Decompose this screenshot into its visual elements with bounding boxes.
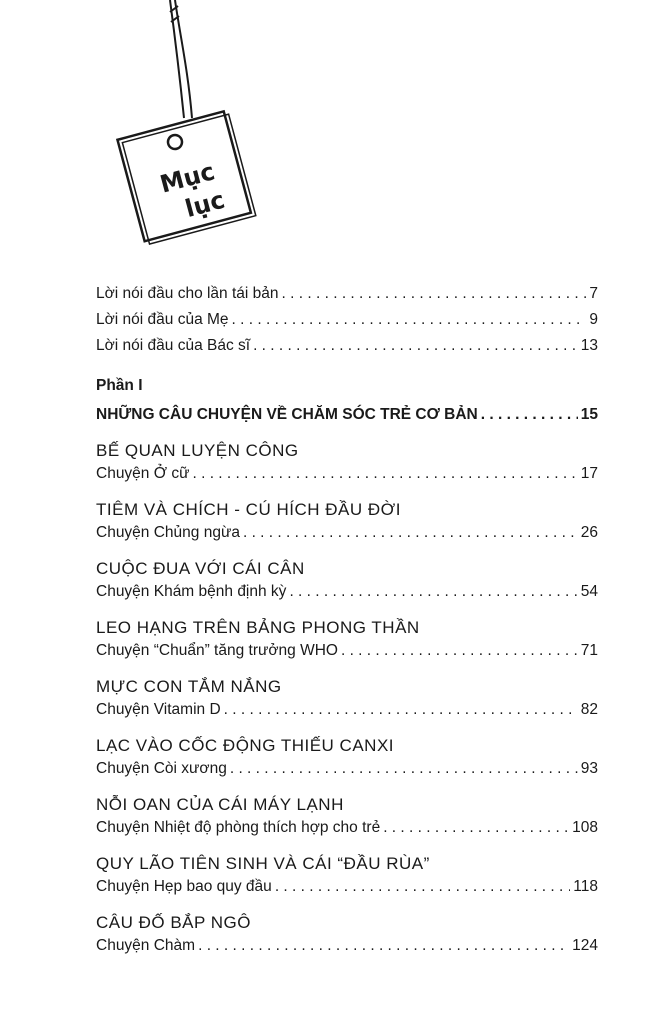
toc-entry[interactable]: [96, 523, 598, 543]
entry-title: Lời nói đầu cho lần tái bản: [96, 285, 279, 302]
part-title-entry[interactable]: [96, 405, 598, 425]
leader-dots: [198, 936, 569, 956]
toc-entry[interactable]: [96, 284, 598, 304]
page-number: 118: [573, 878, 598, 895]
entry-title: Chuyện Chủng ngừa: [96, 524, 240, 541]
tag-text-line2: lục: [182, 185, 228, 224]
entry-title: Lời nói đầu của Mẹ: [96, 311, 229, 328]
toc-entry[interactable]: [96, 582, 598, 602]
toc-entry[interactable]: [96, 877, 598, 897]
toc-entry[interactable]: [96, 818, 598, 838]
chapter-heading: LẠC VÀO CỐC ĐỘNG THIẾU CANXI: [96, 736, 395, 755]
page-number: 17: [580, 465, 598, 482]
chapter-block: [96, 558, 598, 602]
leader-dots: [481, 405, 578, 425]
entry-title: Chuyện Ở cữ: [96, 465, 190, 482]
entry-title: Chuyện Nhiệt độ phòng thích hợp cho trẻ: [96, 819, 381, 836]
chapter-heading: CÂU ĐỐ BẮP NGÔ: [96, 913, 251, 932]
toc-entry[interactable]: [96, 936, 598, 956]
part-label: Phần I: [96, 377, 143, 394]
leader-dots: [230, 759, 578, 779]
entry-title: Lời nói đầu của Bác sĩ: [96, 337, 251, 354]
entry-title: Chuyện Chàm: [96, 937, 196, 954]
page-number: 9: [589, 311, 598, 328]
chapter-block: [96, 617, 598, 661]
page-number: 71: [580, 642, 598, 659]
leader-dots: [289, 582, 577, 602]
part-title: NHỮNG CÂU CHUYỆN VỀ CHĂM SÓC TRẺ CƠ BẢN: [96, 406, 478, 423]
chapter-heading: TIÊM VÀ CHÍCH - CÚ HÍCH ĐẦU ĐỜI: [96, 500, 401, 519]
chapter-heading: NỖI OAN CỦA CÁI MÁY LẠNH: [96, 795, 344, 814]
entry-title: Chuyện Còi xương: [96, 760, 227, 777]
entry-title: Chuyện Khám bệnh định kỳ: [96, 583, 287, 600]
chapter-block: [96, 853, 598, 897]
toc-entry[interactable]: [96, 464, 598, 484]
toc-entry[interactable]: [96, 759, 598, 779]
page-number: 13: [580, 337, 598, 354]
toc-entry[interactable]: [96, 336, 598, 356]
page-number: 124: [572, 937, 598, 954]
toc-entry[interactable]: [96, 641, 598, 661]
chapter-heading: BẾ QUAN LUYỆN CÔNG: [96, 441, 299, 460]
chapter-block: [96, 794, 598, 838]
table-of-contents: [96, 284, 598, 956]
chapter-block: [96, 912, 598, 956]
leader-dots: [275, 877, 570, 897]
page-number: 93: [580, 760, 598, 777]
chapter-block: [96, 676, 598, 720]
leader-dots: [192, 464, 577, 484]
page-number: 54: [580, 583, 598, 600]
chapter-block: [96, 440, 598, 484]
leader-dots: [232, 310, 587, 330]
chapter-heading: LEO HẠNG TRÊN BẢNG PHONG THẦN: [96, 618, 420, 637]
leader-dots: [253, 336, 578, 356]
entry-title: Chuyện Vitamin D: [96, 701, 221, 718]
entry-title: Chuyện Hẹp bao quy đầu: [96, 878, 272, 895]
entry-title: Chuyện “Chuẩn” tăng trưởng WHO: [96, 642, 338, 659]
chapter-block: [96, 499, 598, 543]
leader-dots: [383, 818, 569, 838]
chapter-heading: CUỘC ĐUA VỚI CÁI CÂN: [96, 559, 305, 578]
leader-dots: [282, 284, 587, 304]
chapter-block: [96, 735, 598, 779]
leader-dots: [243, 523, 578, 543]
leader-dots: [341, 641, 578, 661]
leader-dots: [224, 700, 578, 720]
page-number: 82: [580, 701, 598, 718]
page-number: 7: [589, 285, 598, 302]
page-number: 15: [580, 406, 598, 423]
page-number: 26: [580, 524, 598, 541]
intro-section: [96, 284, 598, 356]
toc-entry[interactable]: [96, 310, 598, 330]
hanging-tag-illustration: [100, 0, 300, 260]
chapter-heading: MỰC CON TẮM NẮNG: [96, 677, 282, 696]
page-number: 108: [572, 819, 598, 836]
chapter-heading: QUY LÃO TIÊN SINH VÀ CÁI “ĐẦU RÙA”: [96, 854, 430, 873]
tag-text-line1: Mục: [157, 157, 218, 199]
toc-entry[interactable]: [96, 700, 598, 720]
